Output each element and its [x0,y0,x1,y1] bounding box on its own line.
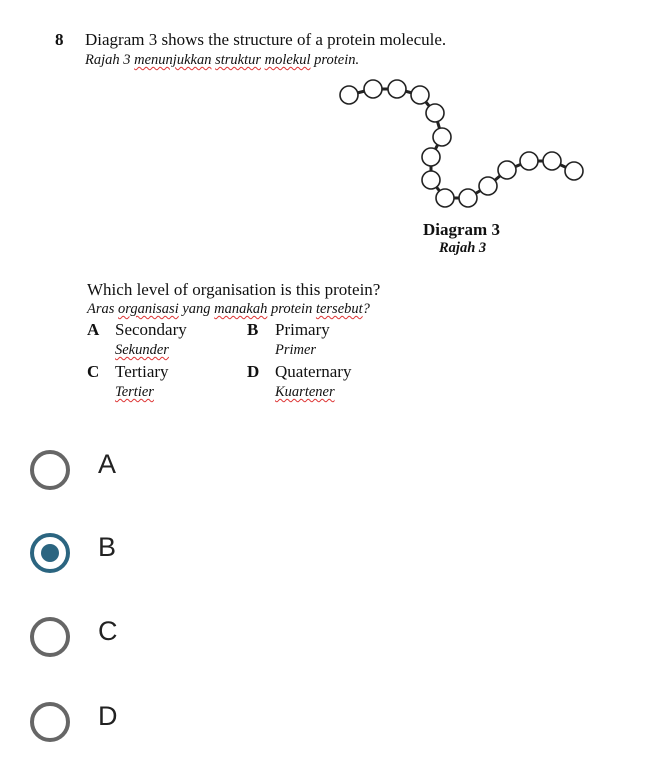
amino-acid-circle [520,152,538,170]
answer-option-a[interactable] [0,435,651,505]
amino-acid-circle [459,189,477,207]
text-part: menunjukkan [134,52,212,68]
radio-button[interactable] [30,702,70,742]
choice-letter: A [87,320,100,339]
choice-letter: D [247,362,260,381]
choice-text-malay: Tertier [115,384,154,400]
choice-letter: C [87,362,100,381]
amino-acid-circle [565,162,583,180]
radio-button[interactable] [30,450,70,490]
text-part: molekul [264,52,311,68]
amino-acid-circle [479,177,497,195]
text-part: tersebut [315,301,363,317]
answer-label: A [98,449,117,479]
text-part: yang [178,301,215,317]
radio-button[interactable] [30,617,70,657]
text-part: struktur [215,52,261,68]
amino-acid-circle [543,152,561,170]
prompt-text: Which level of organisation is this protein? [87,280,381,299]
choice-text-malay: Primer [275,342,317,358]
question-number: 8 [55,30,64,49]
choice-text: Primary [275,320,330,339]
amino-acid-circle [426,104,444,122]
text-part: Aras [87,301,119,317]
text-part: Rajah 3 [85,52,135,68]
radio-button-selected[interactable] [30,533,70,573]
text-part: protein. [310,52,360,68]
amino-acid-circle [436,189,454,207]
text-part: protein [267,301,316,317]
answer-label: B [98,532,117,562]
choice-text-malay: Sekunder [115,342,169,358]
answer-option-b[interactable] [0,518,651,588]
diagram-caption: Diagram 3 [423,220,500,239]
answer-label: C [98,616,118,646]
answer-option-d[interactable] [0,687,651,757]
amino-acid-circle [411,86,429,104]
prompt-text-malay [87,301,370,318]
text-part: ? [362,301,370,317]
amino-acid-circle [422,171,440,189]
choice-letter: B [247,320,259,339]
question-text: Diagram 3 shows the structure of a protein molecule. [85,30,447,49]
text-part: manakah [214,301,268,317]
text-part: organisasi [118,301,179,317]
choice-text: Quaternary [275,362,352,381]
protein-chain-diagram [0,0,651,230]
amino-acid-circle [422,148,440,166]
amino-acid-circle [364,80,382,98]
choice-text: Tertiary [115,362,169,381]
amino-acid-circle [498,161,516,179]
choice-text: Secondary [115,320,187,339]
answer-option-c[interactable] [0,602,651,672]
answer-label: D [98,701,118,731]
amino-acid-circle [340,86,358,104]
diagram-caption-malay: Rajah 3 [439,240,487,256]
choice-text-malay: Kuartener [275,384,335,400]
amino-acid-circle [388,80,406,98]
amino-acid-circle [433,128,451,146]
